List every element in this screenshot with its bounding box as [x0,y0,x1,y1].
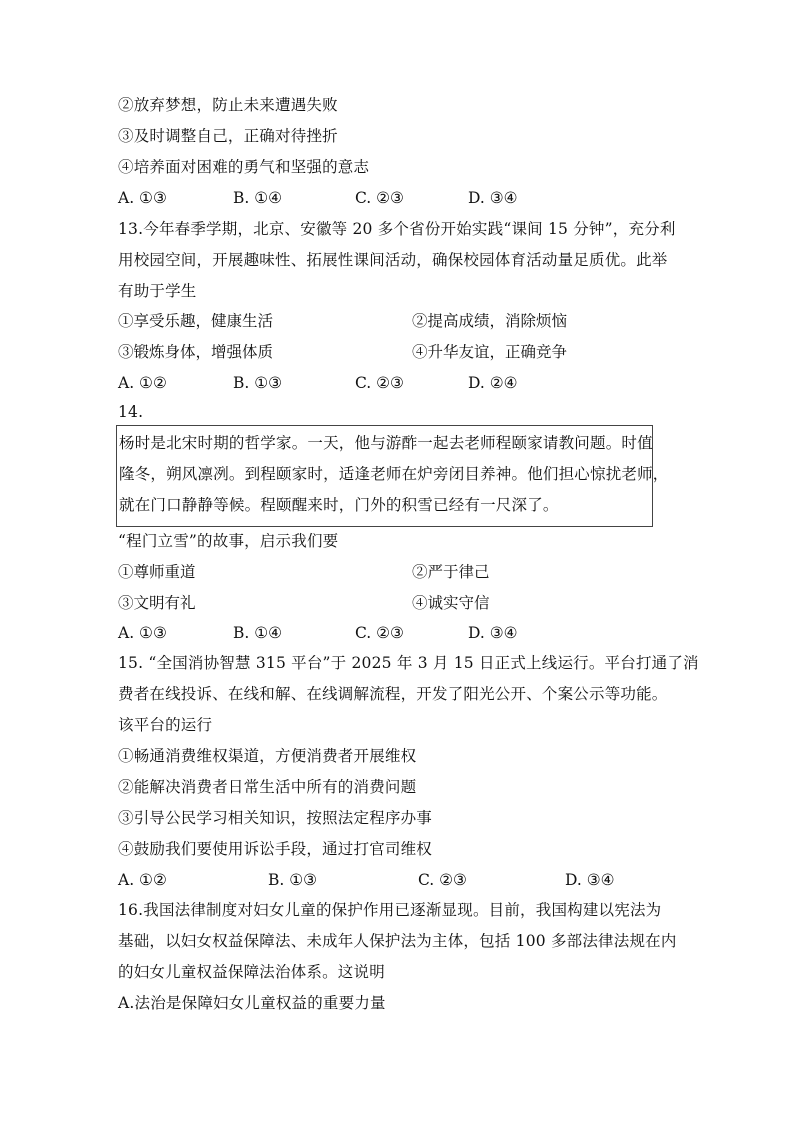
q12-item-4: ④培养面对困难的勇气和坚强的意志 [118,158,370,176]
q13-item-3: ③锻炼身体，增强体质 [118,343,274,361]
q14-stem: “程门立雪”的故事，启示我们要 [118,532,339,550]
q12-item-2: ②放弃梦想，防止未来遭遇失败 [118,96,338,114]
q14-option-b: B. ①④ [233,624,283,642]
q15-item-1: ①畅通消费维权渠道，方便消费者开展维权 [118,747,417,765]
q16-stem-line-2: 基础，以妇女权益保障法、未成年人保护法为主体，包括 100 多部法律法规在内 [118,932,677,950]
q14-option-d: D. ③④ [468,624,518,642]
q13-item-2: ②提高成绩，消除烦恼 [412,312,568,330]
q13-stem-line-3: 有助于学生 [118,282,197,300]
q14-material-line-3: 就在门口静静等候。程颐醒来时，门外的积雪已经有一尺深了。 [119,496,559,514]
q15-stem-line-3: 该平台的运行 [118,716,213,734]
q15-option-a: A. ①② [118,871,167,889]
q15-option-d: D. ③④ [565,871,615,889]
q12-option-d: D. ③④ [468,189,518,207]
q13-item-1: ①享受乐趣，健康生活 [118,312,274,330]
q14-option-a: A. ①③ [118,624,167,642]
q13-option-a: A. ①② [118,374,167,392]
q15-stem-line-2: 费者在线投诉、在线和解、在线调解流程，开发了阳光公开、个案公示等功能。 [118,685,668,703]
q14-item-3: ③文明有礼 [118,594,196,612]
q13-option-b: B. ①③ [233,374,283,392]
q14-material-line-2: 隆冬，朔风凛冽。到程颐家时，适逢老师在炉旁闭目养神。他们担心惊扰老师， [119,465,669,483]
q15-option-c: C. ②③ [418,871,467,889]
q14-item-4: ④诚实守信 [412,594,490,612]
q15-option-b: B. ①③ [268,871,318,889]
q12-option-b: B. ①④ [233,189,283,207]
q14-number: 14. [118,403,144,421]
q14-option-c: C. ②③ [355,624,404,642]
q13-stem-line-2: 用校园空间，开展趣味性、拓展性课间活动，确保校园体育活动量足质优。此举 [118,251,668,269]
q15-item-2: ②能解决消费者日常生活中所有的消费问题 [118,778,417,796]
q12-option-a: A. ①③ [118,189,167,207]
q15-item-4: ④鼓励我们要使用诉讼手段，通过打官司维权 [118,840,433,858]
q13-option-c: C. ②③ [355,374,404,392]
q15-item-3: ③引导公民学习相关知识，按照法定程序办事 [118,809,433,827]
q12-item-3: ③及时调整自己，正确对待挫折 [118,127,338,145]
q12-option-c: C. ②③ [355,189,404,207]
q13-option-d: D. ②④ [468,374,518,392]
q13-stem-line-1: 13.今年春季学期，北京、安徽等 20 多个省份开始实践“课间 15 分钟”，充分利 [118,220,676,238]
q13-item-4: ④升华友谊，正确竞争 [412,343,568,361]
q14-material-box [116,425,669,527]
q14-item-2: ②严于律己 [412,563,490,581]
q15-stem-line-1: 15. “全国消协智慧 315 平台”于 2025 年 3 月 15 日正式上线运行。平台打通了消 [118,654,699,672]
q16-stem-line-3: 的妇女儿童权益保障法治体系。这说明 [118,963,385,981]
q14-item-1: ①尊师重道 [118,563,196,581]
q16-option-a: A.法治是保障妇女儿童权益的重要力量 [118,994,386,1012]
q14-material-line-1: 杨时是北宋时期的哲学家。一天，他与游酢一起去老师程颐家请教问题。时值 [119,434,653,452]
q16-stem-line-1: 16.我国法律制度对妇女儿童的保护作用已逐渐显现。目前，我国构建以宪法为 [118,901,662,919]
